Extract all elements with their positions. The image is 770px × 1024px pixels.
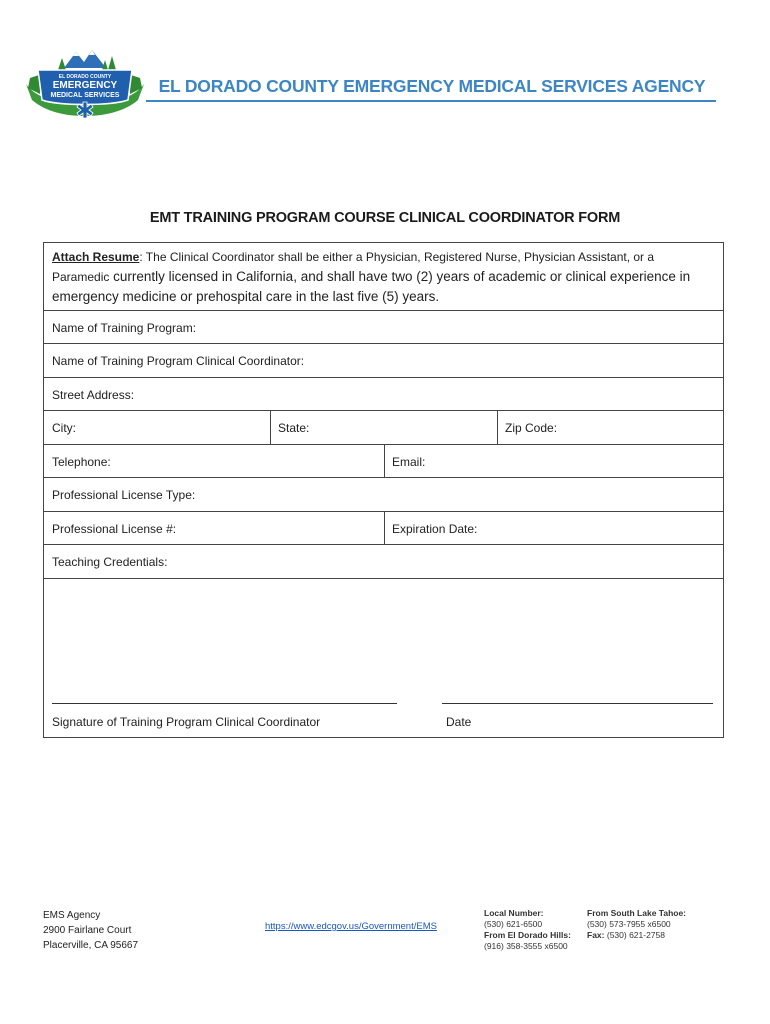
expiration-date-label: Expiration Date: xyxy=(392,522,478,536)
intro-row xyxy=(44,243,723,311)
city-label: City: xyxy=(52,421,76,435)
date-line[interactable] xyxy=(442,703,713,704)
program-name-label: Name of Training Program: xyxy=(52,321,197,335)
phone-email-row xyxy=(44,445,723,478)
license-type-field[interactable] xyxy=(44,478,723,512)
local-phone: (530) 621-6500 xyxy=(484,919,543,929)
zip-field[interactable] xyxy=(497,411,723,444)
form-title: EMT TRAINING PROGRAM COURSE CLINICAL COORDINATOR FORM xyxy=(149,210,621,226)
title-rule xyxy=(146,100,716,102)
fax-heading: Fax: xyxy=(587,930,605,940)
footer-address xyxy=(43,908,138,953)
fax-number: (530) 621-2758 xyxy=(606,930,665,940)
expiration-date-field[interactable] xyxy=(384,512,723,544)
street-address-label: Street Address: xyxy=(52,388,135,402)
city-state-zip-row xyxy=(44,411,723,445)
state-label: State: xyxy=(278,421,310,435)
teaching-credentials-label: Teaching Credentials: xyxy=(52,555,168,569)
program-name-field[interactable] xyxy=(44,311,723,344)
south-lake-tahoe-heading: From South Lake Tahoe: xyxy=(587,908,687,918)
signature-area xyxy=(44,579,723,737)
website-link[interactable]: https://www.edcgov.us/Government/EMS xyxy=(265,921,437,932)
local-number-heading: Local Number: xyxy=(484,908,544,918)
date-label: Date xyxy=(446,715,472,729)
license-number-label: Professional License #: xyxy=(52,522,177,536)
coordinator-name-field[interactable] xyxy=(44,344,723,378)
license-number-field[interactable] xyxy=(44,512,384,544)
coordinator-name-label: Name of Training Program Clinical Coordinator: xyxy=(52,354,305,368)
intro-line-1: : The Clinical Coordinator shall be either a Physician, Registered Nurse, Physician Assistant, or a xyxy=(139,250,655,264)
address-line-3: Placerville, CA 95667 xyxy=(43,940,139,951)
teaching-credentials-field[interactable] xyxy=(44,545,723,579)
footer-phones-left xyxy=(484,908,571,952)
attach-resume-label: Attach Resume xyxy=(52,250,140,264)
logo-text-top: EL DORADO COUNTY xyxy=(58,74,112,80)
ems-logo xyxy=(24,44,146,122)
city-field[interactable] xyxy=(44,411,270,444)
address-line-2: 2900 Fairlane Court xyxy=(43,925,132,936)
telephone-field[interactable] xyxy=(44,445,384,477)
intro-line-2b: currently licensed in California, and shall have two (2) years of academic or clinical experience in xyxy=(109,269,691,284)
license-type-label: Professional License Type: xyxy=(52,488,196,502)
intro-line-2a: Paramedic xyxy=(52,270,110,284)
email-label: Email: xyxy=(392,455,426,469)
state-field[interactable] xyxy=(270,411,497,444)
agency-title: EL DORADO COUNTY EMERGENCY MEDICAL SERVICES AGENCY xyxy=(158,76,706,96)
zip-label: Zip Code: xyxy=(505,421,558,435)
footer-phones-right xyxy=(587,908,686,941)
form-table xyxy=(43,242,724,738)
license-number-row xyxy=(44,512,723,545)
signature-line[interactable] xyxy=(52,703,397,704)
email-field[interactable] xyxy=(384,445,723,477)
address-line-1: EMS Agency xyxy=(43,910,101,921)
intro-line-3: emergency medicine or prehospital care in the last five (5) years. xyxy=(52,289,440,304)
el-dorado-hills-phone: (916) 358-3555 x6500 xyxy=(484,941,568,951)
street-address-field[interactable] xyxy=(44,378,723,411)
logo-text-mid: EMERGENCY xyxy=(52,80,118,91)
logo-text-bottom: MEDICAL SERVICES xyxy=(50,92,120,99)
signature-label: Signature of Training Program Clinical Coordinator xyxy=(52,715,321,729)
south-lake-tahoe-phone: (530) 573-7955 x6500 xyxy=(587,919,671,929)
intro-text xyxy=(52,248,715,307)
telephone-label: Telephone: xyxy=(52,455,111,469)
el-dorado-hills-heading: From El Dorado Hills: xyxy=(484,930,571,940)
